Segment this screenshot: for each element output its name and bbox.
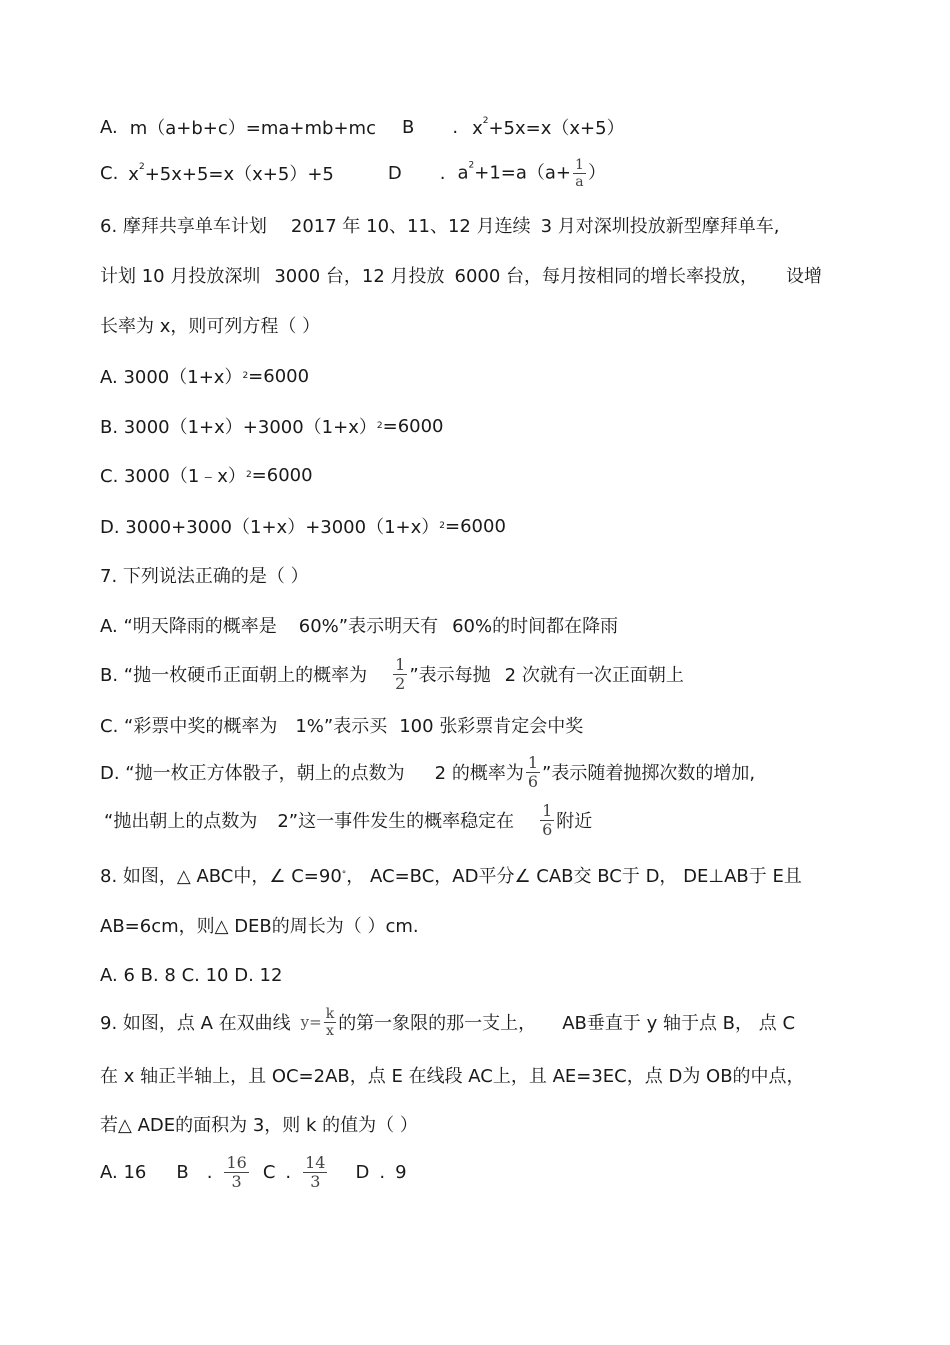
q6-option-a: A. 3000（1+x） 2 =6000: [100, 365, 310, 388]
q5-row-cd: [100, 155, 606, 191]
q6-option-d: D. 3000+3000（1+x）+3000（1+x） 2 =6000: [100, 515, 506, 538]
q9-hyperbola-formula: y= $\frac{k}{x}$: [300, 1005, 335, 1039]
q7-option-a: A. “明天降雨的概率是 60%”表示明天有 60%的时间都在降雨: [100, 616, 619, 637]
q9-option-d-value: 9: [395, 1161, 407, 1183]
q7-option-d-line-2: “抛出朝上的点数为 2”这一事件发生的概率稳定在 $\frac{1}{6}$ 附近: [104, 800, 593, 839]
q7-option-c: C. “彩票中奖的概率为 1%”表示买 100 张彩票肯定会中奖: [100, 716, 584, 737]
q5-option-d-label: D: [387, 162, 402, 184]
q8-stem-line-2: AB=6cm，则△ DEB的周长为（ ）cm.: [100, 916, 419, 937]
q6-stem-line-1: 6. 摩拜共享单车计划 2017 年 10、11、12 月连续 3 月对深圳投放新型摩拜单车,: [100, 216, 780, 237]
q7-option-b: B. “抛一枚硬币正面朝上的概率为 $\frac{1}{2}$ ”表示每抛 2 次就有一次正面朝上: [100, 654, 684, 693]
q7-fraction-1-over-6-b: $\frac{1}{6}$: [542, 800, 553, 839]
q5-option-c-label: C.: [100, 162, 119, 184]
q6-option-c: C. 3000（1﹣x） 2 =6000: [100, 464, 313, 487]
q5-option-d-dot: .: [439, 162, 446, 184]
q5-option-c-text: $x^2+5x+5=x(x+5)+5$: [128, 162, 334, 185]
q5-option-a-text: m（a+b+c）=ma+mb+mc: [129, 118, 376, 139]
q9-option-d-label: D: [355, 1161, 370, 1183]
q7-fraction-1-over-2: $\frac{1}{2}$: [395, 654, 406, 693]
q5-option-b-text: $x^2+5x=x(x+5)$: [472, 116, 625, 139]
q6-stem-line-2: 计划 10 月投放深圳 3000 台，12 月投放 6000 台，每月按相同的增长率投放， 设增: [100, 266, 823, 287]
q7-stem: 7. 下列说法正确的是（ ）: [100, 566, 309, 587]
q5-option-a-label: A.: [100, 116, 118, 138]
q8-stem-line-1: 8. 如图，△ ABC中，∠ C=90 ° ， AC=BC，AD平分∠ CAB交 BC于 D， DE⊥AB于 E且: [100, 866, 802, 887]
q6-option-b: B. 3000（1+x）+3000（1+x） 2 =6000: [100, 415, 444, 438]
q5-option-d-text: $a^2+1=a(a+$ $\frac{1}{a}$ ）: [457, 156, 606, 190]
q6-stem-line-3: 长率为 x，则可列方程（ ）: [100, 316, 321, 337]
q7-fraction-1-over-6-a: $\frac{1}{6}$: [527, 752, 539, 791]
q9-stem-line-2: 在 x 轴正半轴上，且 OC=2AB，点 E 在线段 AC上，且 AE=3EC，点 D为 OB的中点，: [100, 1066, 805, 1087]
q9-option-a: A. 16: [100, 1161, 147, 1183]
q5-option-b-label: B: [401, 116, 415, 138]
q9-option-b-label: B: [176, 1161, 189, 1183]
q9-fraction-14-over-3: $\frac{14}{3}$: [305, 1152, 326, 1191]
q5-row-ab: [100, 109, 625, 145]
q7-option-d-line-1: D. “抛一枚正方体骰子，朝上的点数为 2 的概率为 $\frac{1}{6}$ ”表示随着抛掷次数的增加,: [100, 752, 756, 791]
q5-option-b-dot: .: [452, 116, 459, 138]
q5-fraction-1-over-a: $\frac{1}{a}$: [575, 156, 584, 190]
q9-fraction-16-over-3: $\frac{16}{3}$: [226, 1152, 247, 1191]
q9-stem-line-3: 若△ ADE的面积为 3，则 k 的值为（ ）: [100, 1115, 418, 1136]
q9-stem-line-1: 9. 如图，点 A 在双曲线 y= $\frac{k}{x}$ 的第一象限的那一支上， AB垂直于 y 轴于点 B， 点 C: [100, 1005, 796, 1039]
q9-options: A. 16 B . $\frac{16}{3}$ C . $\frac{14}{3}$ D . 9: [100, 1152, 407, 1191]
q9-option-c-label: C: [262, 1161, 276, 1183]
q8-options: A. 6 B. 8 C. 10 D. 12: [100, 964, 283, 986]
